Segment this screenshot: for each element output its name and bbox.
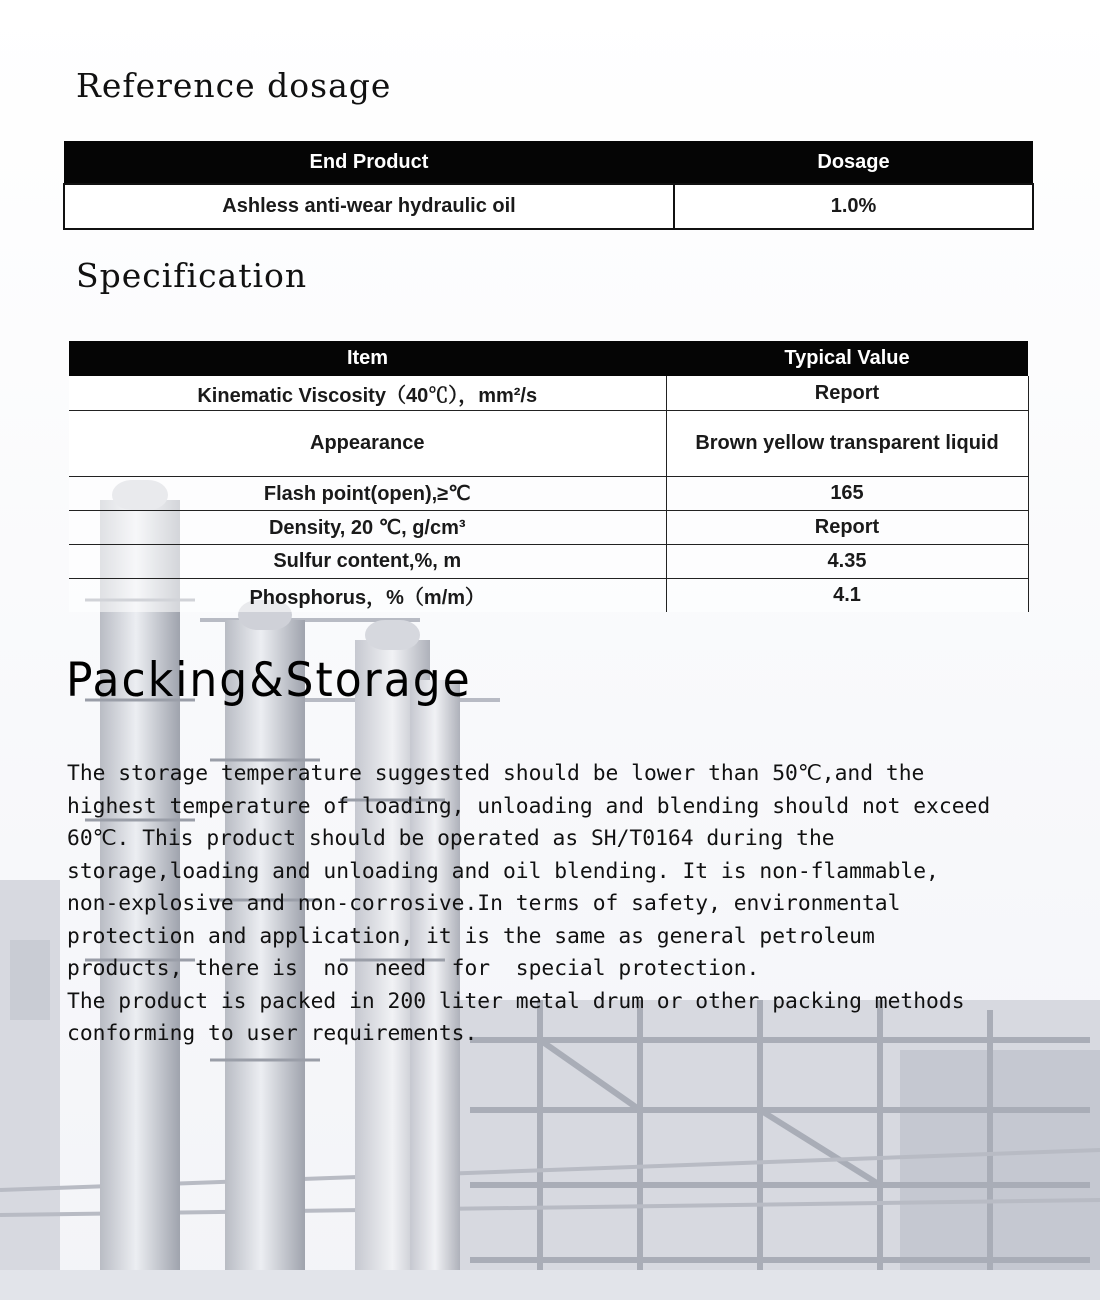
spec-item-cell: Kinematic Viscosity（40℃），mm²/s [69, 376, 666, 411]
spec-item-cell: Phosphorus，%（m/m） [69, 579, 666, 613]
table-row [64, 184, 1033, 229]
table-row [69, 511, 1028, 545]
packing-text-line: The product is packed in 200 liter metal drum or other packing methods [67, 988, 965, 1014]
packing-text-line: non-explosive and non-corrosive.In terms of safety, environmental [67, 891, 901, 916]
spec-header-typical-value: Typical Value [666, 341, 1028, 376]
specification-title: Specification [76, 256, 308, 295]
packing-text-line: 60℃. This product should be operated as SH/T0164 during the [67, 826, 835, 851]
spec-value-cell: 165 [666, 477, 1028, 511]
packing-text-line: storage,loading and unloading and oil blending. It is non-flammable, [67, 858, 939, 884]
dosage-header-row [64, 141, 1033, 184]
spec-item-cell: Density, 20 ℃, g/cm³ [69, 511, 666, 545]
table-row [69, 545, 1028, 579]
reference-dosage-title: Reference dosage [76, 66, 392, 105]
spec-header-item: Item [69, 341, 666, 376]
table-row [69, 477, 1028, 511]
packing-text-line: conforming to user requirements. [67, 1021, 478, 1046]
dosage-end-product-cell: Ashless anti-wear hydraulic oil [64, 184, 674, 229]
specification-table [69, 341, 1029, 612]
spec-value-cell: Report [666, 376, 1028, 411]
table-row [69, 376, 1028, 411]
spec-item-cell: Appearance [69, 411, 666, 477]
packing-text-line: highest temperature of loading, unloading and blending should not exceed [67, 793, 991, 819]
dosage-header-dosage: Dosage [674, 141, 1033, 184]
packing-text-line: The storage temperature suggested should be lower than 50℃,and the [67, 761, 925, 786]
packing-storage-text [67, 758, 1077, 1051]
dosage-table [63, 141, 1034, 230]
spec-value-cell: Brown yellow transparent liquid [666, 411, 1028, 477]
spec-header-row [69, 341, 1028, 376]
dosage-header-end-product: End Product [64, 141, 674, 184]
spec-value-cell: 4.35 [666, 545, 1028, 579]
spec-value-cell: Report [666, 511, 1028, 545]
table-row [69, 411, 1028, 477]
spec-item-cell: Sulfur content,%, m [69, 545, 666, 579]
packing-text-line: protection and application, it is the same as general petroleum [67, 923, 875, 949]
spec-item-cell: Flash point(open),≥℃ [69, 477, 666, 511]
spec-value-cell: 4.1 [666, 579, 1028, 613]
dosage-value-cell: 1.0% [674, 184, 1033, 229]
packing-text-line: products, there is no need for special protection. [67, 956, 760, 981]
packing-storage-title: Packing&Storage [66, 652, 472, 709]
table-row [69, 579, 1028, 613]
